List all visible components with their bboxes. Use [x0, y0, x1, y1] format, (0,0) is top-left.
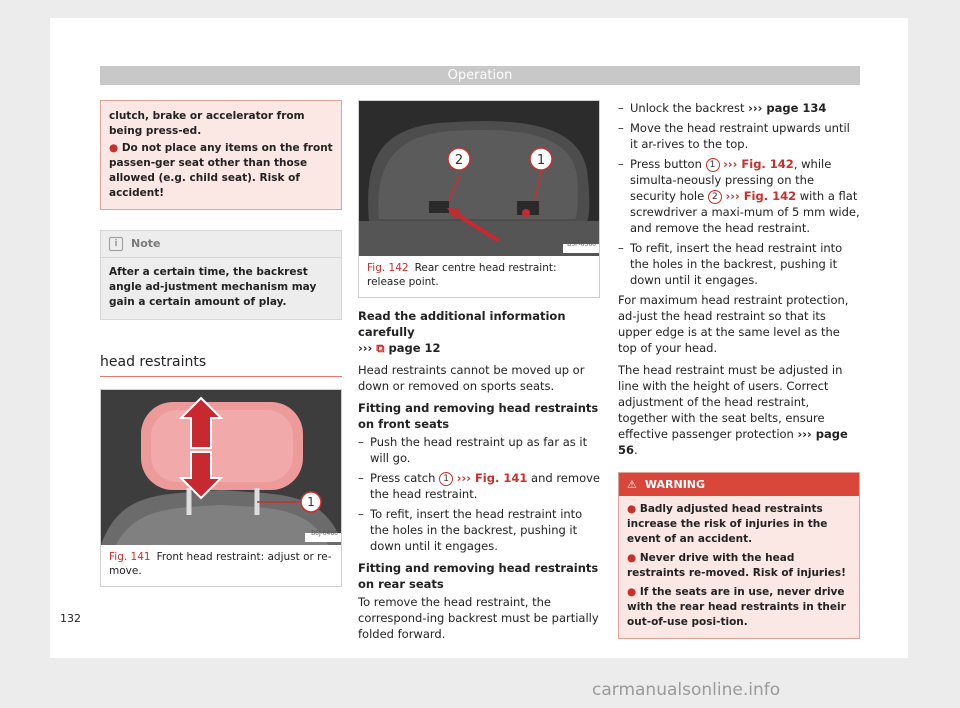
paragraph: To remove the head restraint, the correspond-ing backrest must be partially folded forward.	[358, 595, 599, 641]
warning-item	[627, 551, 851, 581]
note-header	[101, 231, 341, 258]
warning-box	[618, 472, 860, 639]
step: – To refit, insert the head restraint into the holes in the backrest, pushing it down until it engages.	[358, 506, 600, 554]
figure-code: B6J-0466	[311, 530, 338, 537]
callout-number: 1	[706, 158, 720, 172]
read-more	[358, 308, 600, 356]
warning-item	[109, 141, 333, 201]
paragraph: Head restraints cannot be moved up or down or removed on sports seats.	[358, 363, 585, 393]
rear-head-restraint-illustration	[359, 101, 599, 256]
svg-text:2: 2	[454, 153, 464, 168]
warning-header	[619, 473, 859, 496]
step	[358, 470, 600, 502]
figure-142	[358, 100, 600, 298]
figure-link[interactable]: ››› Fig. 141	[456, 471, 528, 485]
page-link[interactable]: ››› page 134	[748, 101, 827, 115]
warning-text: Badly adjusted head restraints increase the risk of injuries in the event of an accident.	[627, 503, 828, 545]
figure-141-caption	[101, 545, 341, 586]
caption-text: Rear centre head restraint: release point.	[367, 262, 557, 288]
section-title: head restraints	[100, 354, 342, 377]
column-left	[100, 100, 342, 587]
paragraph-text: The head restraint must be adjusted in line with the height of users. Correct adjustment of the head restraint, together with the seat belts, ensure effective passenger protection	[618, 363, 843, 441]
head-restraint-illustration	[101, 390, 341, 545]
figure-code: B5F-0360	[567, 241, 596, 248]
note-box	[100, 230, 342, 320]
bullet-icon: ●	[627, 503, 637, 515]
info-icon: i	[109, 237, 123, 251]
bullet-icon: ●	[627, 552, 637, 564]
punctuation: .	[634, 443, 638, 457]
warning-text: If the seats are in use, never drive with the rear head restraints in their out-of-use posi-tion.	[627, 586, 846, 628]
step: – Push the head restraint up as far as it will go.	[358, 434, 600, 466]
figure-142-image	[359, 101, 599, 256]
step-text: and remove the head restraint.	[370, 471, 600, 501]
step-text: Press catch	[370, 471, 436, 485]
note-title: Note	[131, 237, 161, 250]
step-text: , while simulta-neously pressing on the security hole	[630, 157, 832, 203]
read-more-link[interactable]: page 12	[388, 341, 441, 355]
step-text: with a flat screwdriver a maxi-mum of 5 mm wide, and remove the head restraint.	[630, 189, 860, 235]
column-right	[618, 100, 860, 639]
warning-text-2: Do not place any items on the front passen-ger seat other than those allowed (e.g. child seat). Risk of accident!	[109, 142, 333, 199]
figure-label: Fig. 142	[367, 262, 409, 274]
figure-link[interactable]: ››› Fig. 142	[723, 157, 794, 171]
figure-141	[100, 389, 342, 587]
page-header: Operation	[100, 66, 860, 85]
step-text: Press button	[630, 157, 702, 171]
svg-text:1: 1	[307, 495, 315, 509]
paragraph: For maximum head restraint protection, ad-just the head restraint so that its upper edge is at the same level as the top of your head.	[618, 293, 849, 355]
step-text: Unlock the backrest	[630, 101, 745, 115]
warning-continuation-box	[100, 100, 342, 210]
warning-item	[627, 502, 851, 547]
subheading: Fitting and removing head restraints on rear seats	[358, 561, 599, 591]
warning-triangle-icon: ⚠	[627, 478, 637, 491]
warning-item	[627, 585, 851, 630]
note-body: After a certain time, the backrest angle ad-justment mechanism may gain a certain amount of play.	[109, 266, 317, 308]
bullet-icon: ●	[109, 142, 119, 154]
warning-text: Never drive with the head restraints re-moved. Risk of injuries!	[627, 552, 846, 579]
step	[618, 156, 860, 236]
warning-title: WARNING	[644, 478, 706, 491]
read-more-text: Read the additional information carefully	[358, 309, 566, 339]
callout-number: 2	[708, 190, 722, 204]
figure-label: Fig. 141	[109, 551, 151, 563]
callout-number: 1	[439, 472, 453, 486]
ref-arrow: ›››	[358, 341, 373, 355]
figure-141-image	[101, 390, 341, 545]
step: – Move the head restraint upwards until it ar-rives to the top.	[618, 120, 860, 152]
warning-text-1: clutch, brake or accelerator from being press-ed.	[109, 110, 305, 137]
figure-link[interactable]: ››› Fig. 142	[725, 189, 797, 203]
caption-text: Front head restraint: adjust or re-move.	[109, 551, 332, 577]
paragraph	[618, 362, 860, 458]
subheading: Fitting and removing head restraints on front seats	[358, 401, 599, 431]
watermark: carmanualsonline.info	[592, 680, 781, 700]
svg-text:1: 1	[536, 153, 546, 168]
step	[618, 100, 860, 116]
column-middle	[358, 100, 600, 648]
bullet-icon: ●	[627, 586, 637, 598]
step: – To refit, insert the head restraint into the holes in the backrest, pushing it down until it engages.	[618, 240, 860, 288]
page-link[interactable]: ››› page 56	[618, 427, 848, 457]
page-number: 132	[60, 612, 81, 625]
figure-142-caption	[359, 256, 599, 297]
book-icon: ⧉	[376, 341, 385, 355]
